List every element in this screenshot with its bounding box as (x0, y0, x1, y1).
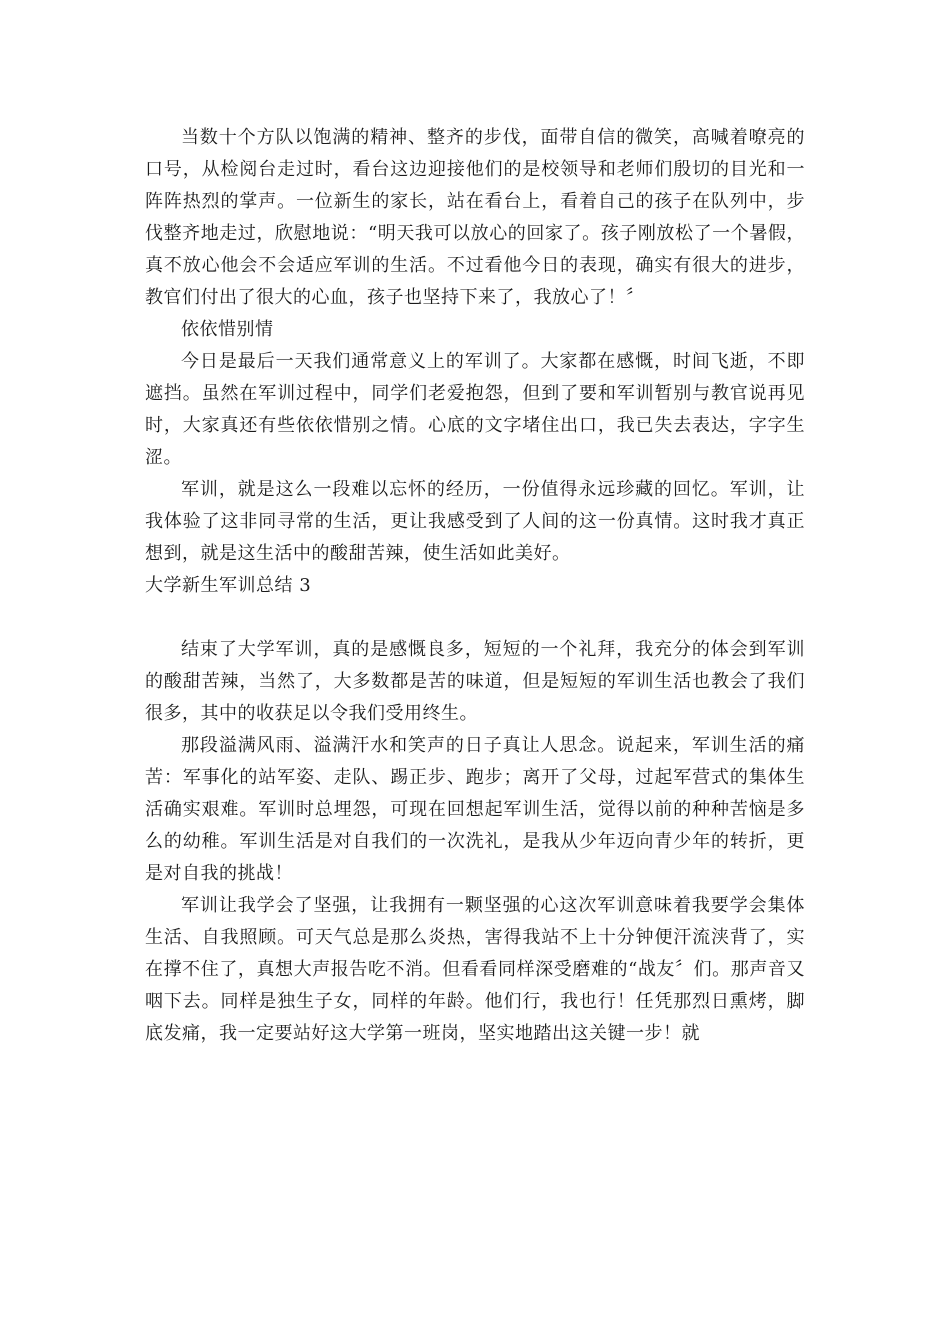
paragraph-strength: 军训让我学会了坚强，让我拥有一颗坚强的心这次军训意味着我要学会集体生活、自我照顾。可天气总是那么炎热，害得我站不上十分钟便汗流浃背了，实在撑不住了，真想大声报告吃不消。但看看同样深受磨难的“战友〞们。那声音又咽下去。同样是独生子女，同样的年龄。他们行，我也行！任凭那烈日熏烤，脚底发痛，我一定要站好这大学第一班岗，坚实地踏出这关键一步！就 (145, 895, 805, 1044)
document-page (145, 122, 805, 1050)
paragraph-parade: 当数十个方队以饱满的精神、整齐的步伐，面带自信的微笑，高喊着嘹亮的口号，从检阅台走过时，看台这边迎接他们的是校领导和老师们殷切的目光和一阵阵热烈的掌声。一位新生的家长，站在看台上，看着自己的孩子在队列中，步伐整齐地走过，欣慰地说：“明天我可以放心的回家了。孩子刚放松了一个暑假，真不放心他会不会适应军训的生活。不过看他今日的表现，确实有很大的进步，教官们付出了很大的心血，孩子也坚持下来了，我放心了！〞 (145, 127, 805, 308)
paragraph-memory: 军训，就是这么一段难以忘怀的经历，一份值得永远珍藏的回忆。军训，让我体验了这非同寻常的生活，更让我感受到了人间的这一份真情。这时我才真正想到，就是这生活中的酸甜苦辣，使生活如此美好。 (145, 479, 805, 564)
section-title: 大学新生军训总结 3 (145, 575, 312, 596)
paragraph-hardship: 那段溢满风雨、溢满汗水和笑声的日子真让人思念。说起来，军训生活的痛苦：军事化的站军姿、走队、踢正步、跑步；离开了父母，过起军营式的集体生活确实艰难。军训时总埋怨，可现在回想起军训生活，觉得以前的种种苦恼是多么的幼稚。军训生活是对自我们的一次洗礼，是我从少年迈向青少年的转折，更是对自我的挑战！ (145, 735, 805, 884)
paragraph-last-day: 今日是最后一天我们通常意义上的军训了。大家都在感慨，时间飞逝，不即遮挡。虽然在军训过程中，同学们老爱抱怨，但到了要和军训暂别与教官说再见时，大家真还有些依依惜别之情。心底的文字堵住出口，我已失去表达，字字生涩。 (145, 351, 805, 468)
paragraph-reflection: 结束了大学军训，真的是感慨良多，短短的一个礼拜，我充分的体会到军训的酸甜苦辣，当然了，大多数都是苦的味道，但是短短的军训生活也教会了我们很多，其中的收获足以令我们受用终生。 (145, 639, 805, 724)
subheading-farewell: 依依惜别情 (181, 319, 274, 340)
